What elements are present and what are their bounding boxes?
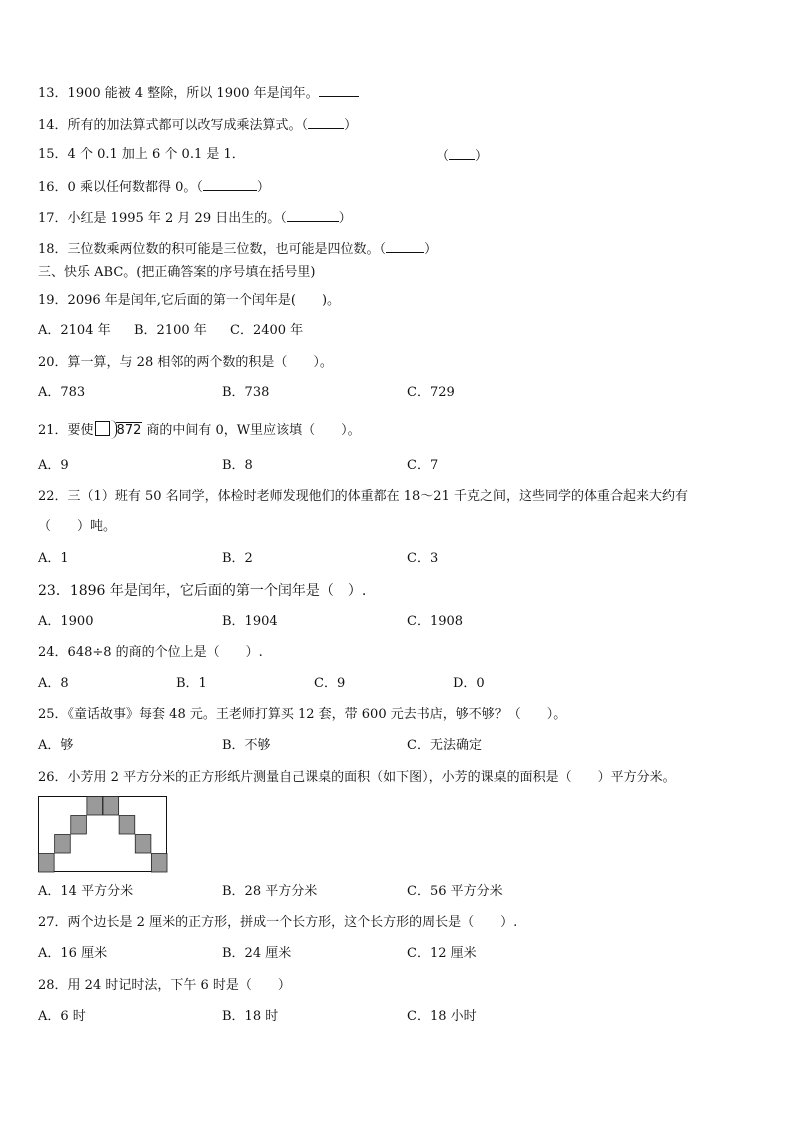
answer-blank[interactable] bbox=[308, 116, 344, 129]
question-20-stem: 20．算一算，与 28 相邻的两个数的积是（ ）。 bbox=[38, 355, 333, 370]
question-19-stem: 19．2096 年是闰年,它后面的第一个闰年是( )。 bbox=[38, 293, 341, 308]
q20-option-b[interactable]: B．738 bbox=[222, 385, 270, 400]
statement-18: 18．三位数乘两位数的积可能是三位数，也可能是四位数。（ ） bbox=[38, 242, 438, 257]
statement-text: 16．0 乘以任何数都得 0。 bbox=[38, 180, 197, 195]
q23-option-b[interactable]: B．1904 bbox=[222, 614, 278, 629]
statement-text: 15．4 个 0.1 加上 6 个 0.1 是 1． bbox=[38, 147, 245, 162]
question-22-stem-line1: 22．三（1）班有 50 名同学，体检时老师发现他们的体重都在 18～21 千克之间，这些同学的体重合起来大约有 bbox=[38, 489, 688, 504]
question-27-stem: 27．两个边长是 2 厘米的正方形，拼成一个长方形，这个长方形的周长是（ ）. bbox=[38, 915, 518, 930]
question-26-stem: 26．小芳用 2 平方分米的正方形纸片测量自己课桌的面积（如下图），小芳的课桌的面积是（ ）平方分米。 bbox=[38, 770, 676, 785]
q21-option-c[interactable]: C．7 bbox=[407, 458, 439, 473]
paper-square bbox=[151, 854, 167, 873]
statement-text: 18．三位数乘两位数的积可能是三位数，也可能是四位数。 bbox=[38, 242, 380, 257]
question-21-stem bbox=[38, 421, 361, 439]
question-25-stem: 25．《童话故事》每套 48 元。王老师打算买 12 套，带 600 元去书店，够不够？（ ）。 bbox=[38, 707, 567, 722]
answer-blank[interactable] bbox=[287, 209, 339, 222]
question-22-stem-line2: （ ）吨。 bbox=[38, 519, 117, 534]
paper-square bbox=[55, 835, 71, 854]
statement-13 bbox=[38, 84, 359, 102]
q27-option-a[interactable]: A．16 厘米 bbox=[38, 946, 108, 961]
answer-blank[interactable] bbox=[203, 178, 257, 191]
paper-square bbox=[119, 816, 135, 835]
q19-option-b[interactable]: B．2100 年 bbox=[134, 323, 207, 338]
statement-15-paren: （ ） bbox=[436, 149, 489, 164]
q22-option-b[interactable]: B．2 bbox=[222, 551, 253, 566]
statement-15 bbox=[38, 147, 245, 163]
q28-option-c[interactable]: C．18 小时 bbox=[407, 1009, 477, 1024]
dividend: 872 bbox=[116, 423, 142, 438]
q28-option-a[interactable]: A．6 时 bbox=[38, 1009, 86, 1024]
paper-square bbox=[71, 816, 87, 835]
question-23-stem: 23．1896 年是闰年，它后面的第一个闰年是（ ）. bbox=[38, 583, 367, 599]
q24-option-a[interactable]: A．8 bbox=[38, 676, 69, 691]
q25-option-c[interactable]: C．无法确定 bbox=[407, 738, 482, 753]
answer-blank[interactable] bbox=[386, 240, 424, 253]
q19-option-c[interactable]: C．2400 年 bbox=[230, 323, 304, 338]
q22-option-c[interactable]: C．3 bbox=[407, 551, 439, 566]
stem-prefix: 21．要使 bbox=[38, 423, 94, 438]
answer-blank[interactable] bbox=[319, 84, 359, 97]
q27-option-b[interactable]: B．24 厘米 bbox=[222, 946, 292, 961]
statement-text: 13．1900 能被 4 整除，所以 1900 年是闰年。 bbox=[38, 86, 319, 101]
q28-option-b[interactable]: B．18 时 bbox=[222, 1009, 279, 1024]
q23-option-a[interactable]: A．1900 bbox=[38, 614, 94, 629]
paper-square bbox=[87, 797, 103, 816]
q27-option-c[interactable]: C．12 厘米 bbox=[407, 946, 477, 961]
question-24-stem: 24．648÷8 的商的个位上是（ ）. bbox=[38, 645, 263, 660]
q19-option-a[interactable]: A．2104 年 bbox=[38, 323, 111, 338]
q23-option-c[interactable]: C．1908 bbox=[407, 614, 464, 629]
q21-option-b[interactable]: B．8 bbox=[222, 458, 253, 473]
stem-suffix: 商的中间有 0，W里应该填（ ）。 bbox=[146, 423, 361, 438]
q26-option-b[interactable]: B．28 平方分米 bbox=[222, 884, 318, 899]
statement-17: 17．小红是 1995 年 2 月 29 日出生的。（ ） bbox=[38, 211, 352, 226]
q20-option-a[interactable]: A．783 bbox=[38, 385, 86, 400]
desk-tiling-figure bbox=[38, 796, 168, 874]
paper-square bbox=[39, 854, 55, 873]
q21-option-a[interactable]: A．9 bbox=[38, 458, 69, 473]
q24-option-c[interactable]: C．9 bbox=[314, 676, 346, 691]
q25-option-b[interactable]: B．不够 bbox=[222, 738, 271, 753]
paper-square bbox=[135, 835, 151, 854]
q26-option-a[interactable]: A．14 平方分米 bbox=[38, 884, 134, 899]
digit-box[interactable] bbox=[95, 421, 110, 436]
long-division-symbol bbox=[110, 423, 143, 439]
statement-14: 14．所有的加法算式都可以改写成乘法算式。（ ） bbox=[38, 118, 358, 133]
question-28-stem: 28．用 24 时记时法，下午 6 时是（ ） bbox=[38, 978, 291, 993]
statement-text: 14．所有的加法算式都可以改写成乘法算式。 bbox=[38, 118, 302, 133]
answer-blank[interactable] bbox=[449, 147, 475, 160]
q20-option-c[interactable]: C．729 bbox=[407, 385, 455, 400]
q24-option-b[interactable]: B．1 bbox=[176, 676, 207, 691]
statement-text: 17．小红是 1995 年 2 月 29 日出生的。 bbox=[38, 211, 281, 226]
section-title: 三、快乐 ABC。(把正确答案的序号填在括号里) bbox=[38, 265, 316, 280]
q24-option-d[interactable]: D．0 bbox=[453, 676, 485, 691]
q25-option-a[interactable]: A．够 bbox=[38, 738, 74, 753]
q22-option-a[interactable]: A．1 bbox=[38, 551, 69, 566]
statement-16: 16．0 乘以任何数都得 0。（ ） bbox=[38, 180, 270, 195]
paper-square bbox=[103, 797, 119, 816]
q26-option-c[interactable]: C．56 平方分米 bbox=[407, 884, 503, 899]
